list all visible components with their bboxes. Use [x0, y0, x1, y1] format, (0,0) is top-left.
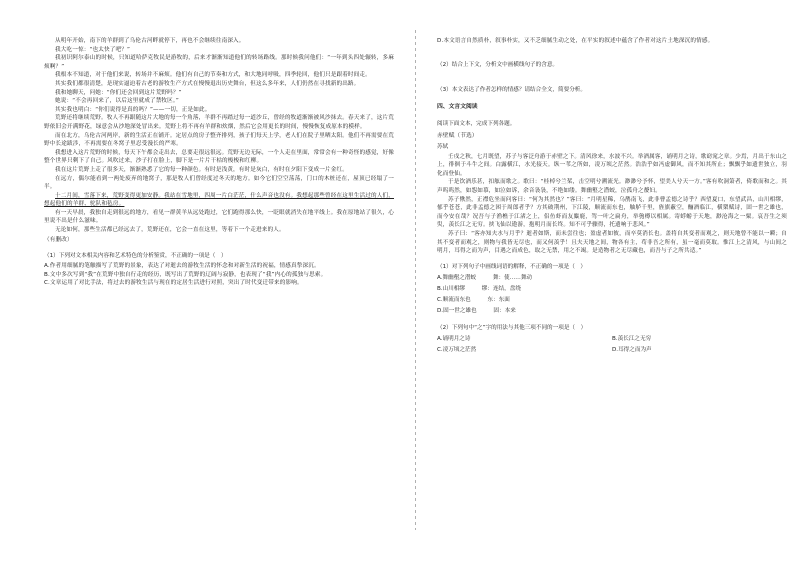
- reading-paragraph: 我想进入这片荒野的时候，每天下午都会走出去，总要走很远很远。荒野无边无际，一个人走在里面，常常会有一种奇怪的感觉，好像整个世界只剩下了自己。风吹过来，沙子打在脸上，脚下是一片片干枯的梭梭和红柳。: [44, 149, 394, 165]
- question-1-option-b[interactable]: B.文中多次写到“我”在荒野中独自行走的经历，既写出了荒野的辽阔与寂静，也表现了“我”内心的孤独与思索。: [44, 271, 327, 278]
- question-4-option-a[interactable]: A.舞幽壑之潜蛟 舞：使……舞动: [437, 274, 533, 281]
- passage-title: 赤壁赋（节选）: [437, 132, 478, 139]
- question-4-option-b[interactable]: B.山川相缪 缪：连结，盘绕: [437, 285, 521, 292]
- question-1-option-d[interactable]: D.本文语言自然质朴，叙事朴实，又不乏细腻生动之处，在平实的叙述中蕴含了作者对这片土地深沉的情感。: [437, 38, 714, 44]
- reading-paragraph: 荒野还将继续荒野。牧人不再跟随这片大地的每一个角落，羊群不再踏过每一道沙丘，曾经的牧道渐渐被风沙抹去。春天来了，这片荒野依旧会开满野花，绿意会从沙地深处冒出来。荒野上将不再有羊群和炊烟，然后它会用更长的时间，慢慢恢复成原本的模样。: [44, 115, 394, 130]
- reading-paragraph: 我初识阿尔泰山的时候，只知道哈萨克牧民是游牧的，后来才渐渐知道他们的转场路线。那时候我问他们：“一年到头四处辗转，多麻烦啊？”: [44, 55, 394, 70]
- question-5-options: [437, 334, 787, 356]
- reading-paragraph: 从明年开始，南下的羊群到了乌伦古河畔就停下，再也不会继续往南深入。: [55, 38, 245, 44]
- question-4-options: [437, 273, 787, 317]
- question-4-stem: （1）对下列句子中画线词语的解释，不正确的一项是（ ）: [437, 263, 586, 270]
- question-4-option-d[interactable]: D.固一世之雄也 固：本来: [437, 307, 516, 314]
- question-2-stem: （2）结合上下文，分析文中画横线句子的含意。: [437, 61, 559, 68]
- reading-paragraph: 有一天早晨，我独自走到很远的地方，看见一群黄羊从远处跑过，它们跑得那么快，一眨眼就消失在地平线上。我在原地站了很久，心里说不出是什么滋味。: [44, 209, 394, 225]
- question-5-option-d[interactable]: D.耳得之而为声: [612, 346, 652, 353]
- column-divider: [415, 30, 416, 530]
- reading-paragraph: 我在这片荒野上走了很多天，渐渐熟悉了它的每一种颜色。有时是浅黄，有时是灰白，有时在夕阳下变成一片金红。: [55, 166, 348, 173]
- left-column: [44, 37, 394, 522]
- question-1-stem: （1）下列对文本相关内容和艺术特色的分析鉴赏，不正确的一项是（ ）: [44, 253, 227, 260]
- section-heading: 四、文言文阅读: [437, 103, 478, 110]
- question-1-option-a[interactable]: A.作者用细腻的笔触描写了荒野的景象，表达了对逝去的游牧生活的怀念和对新生活的祝福，情感真挚深沉。: [44, 263, 320, 270]
- reading-paragraph: 在远方，偶尔能看到一两处废弃的地窝子，那是牧人们曾经度过冬天的地方。如今它们空空荡荡，门口的木桩还在，屋顶已经塌了一半。: [44, 175, 394, 191]
- underlined-sentence: 十二月间，雪落下来，荒野变得更加安静。我站在雪地里，四周一片白茫茫，什么声音也没有。我想起那些曾经在这里生活过的人们，想起他们的羊群、驼队和毡房。: [44, 192, 394, 208]
- section-instruction: 阅读下面文本，完成下列各题。: [437, 120, 516, 127]
- classical-paragraph: 于是饮酒乐甚，扣舷而歌之。歌曰：“桂棹兮兰桨，击空明兮溯流光。渺渺兮予怀，望美人兮天一方。”客有吹洞箫者，倚歌而和之。其声呜呜然，如怨如慕，如泣如诉，余音袅袅，不绝如缕。舞幽壑之潜蛟，泣孤舟之嫠妇。: [437, 179, 787, 194]
- reading-paragraph: 我大吃一惊：“也太快了吧？”: [55, 46, 131, 53]
- question-5-option-b[interactable]: B.羡长江之无穷: [612, 335, 652, 342]
- reading-paragraph: 我和她聊天，问她：“你们还会回到这片荒野吗？”: [55, 89, 182, 96]
- reading-paragraph: 我根本不知道，对于他们来说，转场并不麻烦。他们有自己的节奏和方式，和大地同呼吸，四季轮回，他们只是跟着时间走。: [55, 72, 371, 79]
- question-5-option-a[interactable]: A.诵明月之诗: [437, 335, 471, 342]
- classical-paragraph: 苏子曰：“客亦知夫水与月乎？逝者如斯，而未尝往也；盈虚者如彼，而卒莫消长也。盖将自其变者而观之，则天地曾不能以一瞬；自其不变者而观之，则物与我皆无尽也，而又何羡乎！且夫天地之间，物各有主，苟非吾之所有，虽一毫而莫取。惟江上之清风，与山间之明月，耳得之而为声，目遇之而成色，取之无禁，用之不竭。是造物者之无尽藏也，而吾与子之所共适。”: [437, 230, 787, 255]
- question-5-option-c[interactable]: C.凌万顷之茫然: [437, 346, 477, 353]
- source-note: （有删改）: [44, 236, 73, 243]
- reading-paragraph: 其实我们都很清楚，是现实逼迫着古老的游牧生产方式在慢慢退出历史舞台，但这么多年来，人们仍然在寻找新的出路。: [55, 80, 360, 87]
- question-3-stem: （3）本文表达了作者怎样的情感？请结合全文，简要分析。: [437, 86, 586, 93]
- passage-author: 苏轼: [437, 143, 449, 150]
- reading-paragraph: 其实我也明白：“你们说得是真的吗？”——一切，正是如此。: [55, 106, 211, 113]
- question-4-option-c[interactable]: C.顺流而东也 东：东面: [437, 296, 510, 303]
- question-1-option-c[interactable]: C.文章运用了对比手法，将过去的游牧生活与现在的定居生活进行对照，突出了时代变迁带来的影响。: [44, 280, 303, 287]
- reading-paragraph: 她说：“不会再回来了，以后这里就成了禁牧区。”: [55, 98, 179, 105]
- question-5-stem: （2）下列句中“之”字的用法与其他三项不同的一项是（ ）: [437, 324, 587, 331]
- reading-paragraph: 无论如何，那些生活都已经远去了，荒野还在，它会一直在这里，等着下一个走进来的人。: [55, 227, 285, 234]
- reading-paragraph: 而在北方，乌伦古河两岸，新的生活正在铺开。定居点的房子整齐排列，孩子们每天上学，老人们在院子里晒太阳。他们不再需要在荒野中长途跋涉，不再需要在冬窝子里忍受漫长的严寒。: [44, 132, 394, 148]
- classical-paragraph: 壬戌之秋，七月既望，苏子与客泛舟游于赤壁之下。清风徐来，水波不兴。举酒属客，诵明月之诗，歌窈窕之章。少焉，月出于东山之上，徘徊于斗牛之间。白露横江，水光接天。纵一苇之所如，凌万顷之茫然。浩浩乎如冯虚御风，而不知其所止；飘飘乎如遗世独立，羽化而登仙。: [437, 153, 787, 177]
- right-column: [437, 37, 787, 522]
- classical-paragraph: 苏子愀然，正襟危坐而问客曰：“何为其然也？”客曰：“月明星稀，乌鹊南飞，此非曹孟德之诗乎？西望夏口，东望武昌，山川相缪，郁乎苍苍，此非孟德之困于周郎者乎？方其破荆州，下江陵，顺流而东也，舳舻千里，旌旗蔽空，酾酒临江，横槊赋诗，固一世之雄也，而今安在哉？况吾与子渔樵于江渚之上，侣鱼虾而友麋鹿，驾一叶之扁舟，举匏樽以相属。寄蜉蝣于天地，渺沧海之一粟。哀吾生之须臾，羡长江之无穷。挟飞仙以遨游，抱明月而长终。知不可乎骤得，托遗响于悲风。”: [437, 196, 787, 229]
